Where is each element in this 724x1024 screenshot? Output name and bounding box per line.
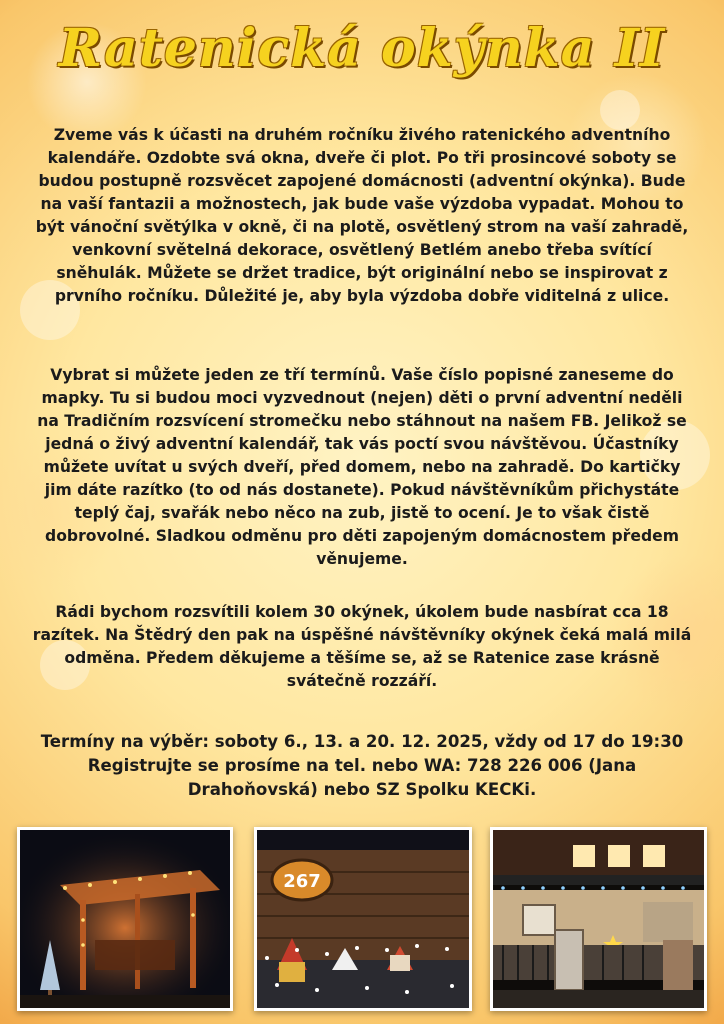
house-number-sign: 267 xyxy=(283,871,321,892)
photo-gallery xyxy=(17,827,707,1011)
photo-house-number-decor xyxy=(254,827,472,1011)
photo-pergola-lights xyxy=(17,827,233,1011)
page-title: Ratenická okýnka II xyxy=(58,18,666,79)
reward-paragraph: Rádi bychom rozsvítili kolem 30 okýnek, úkolem bude nasbírat cca 18 razítek. Na Štědrý den pak na úspěšné návštěvníky okýnek čeká malá milá odměna. Předem děkujeme a těšíme se, až se Ratenice zase krásně svátečně rozzáří. xyxy=(32,603,692,690)
dates-registration-paragraph: Termíny na výběr: soboty 6., 13. a 20. 12. 2025, vždy od 17 do 19:30 Registrujte se prosíme na tel. nebo WA: 728 226 006 (Jana Drahoňovská) nebo SZ Spolku KECKi. xyxy=(40,732,684,799)
photo-house-lights xyxy=(490,827,707,1011)
house-number-illustration xyxy=(257,830,469,1008)
pergola-illustration xyxy=(20,830,230,1008)
house-lights-illustration xyxy=(493,830,704,1008)
intro-paragraph: Zveme vás k účasti na druhém ročníku živého ratenického adventního kalendáře. Ozdobte svá okna, dveře či plot. Po tři prosincové soboty se budou postupně rozsvěcet zapojené domácnosti (adventní okýnka). Bude na vaší fantazii a možnostech, jak bude vaše výzdoba vypadat. Mohou to být vánoční světýlka v okně, či na plotě, osvětlený strom na vaší zahradě, venkovní světelná dekorace, osvětlený Betlém anebo třeba svítící sněhulák. Můžete se držet tradice, být originální nebo se inspirovat z prvního ročníku. Důležité je, aby byla výzdoba dobře viditelná z ulice. xyxy=(35,126,689,305)
rules-paragraph: Vybrat si můžete jeden ze tří termínů. Vaše číslo popisné zaneseme do mapky. Tu si budou moci vyzvednout (nejen) děti o první adventní neděli na Tradičním rozsvícení stromečku nebo stáhnout na našem FB. Jelikož se jedná o živý adventní kalendář, tak vás poctí svou návštěvou. Účastníky můžete uvítat u svých dveří, před domem, nebo na zahradě. Do kartičky jim dáte razítko (to od nás dostanete). Pokud návštěvníkům přichystáte teplý čaj, svařák nebo něco na zub, jistě to ocení. Je to však čistě dobrovolné. Sladkou odměnu pro děti zapojeným domácnostem předem věnujeme. xyxy=(37,366,687,568)
